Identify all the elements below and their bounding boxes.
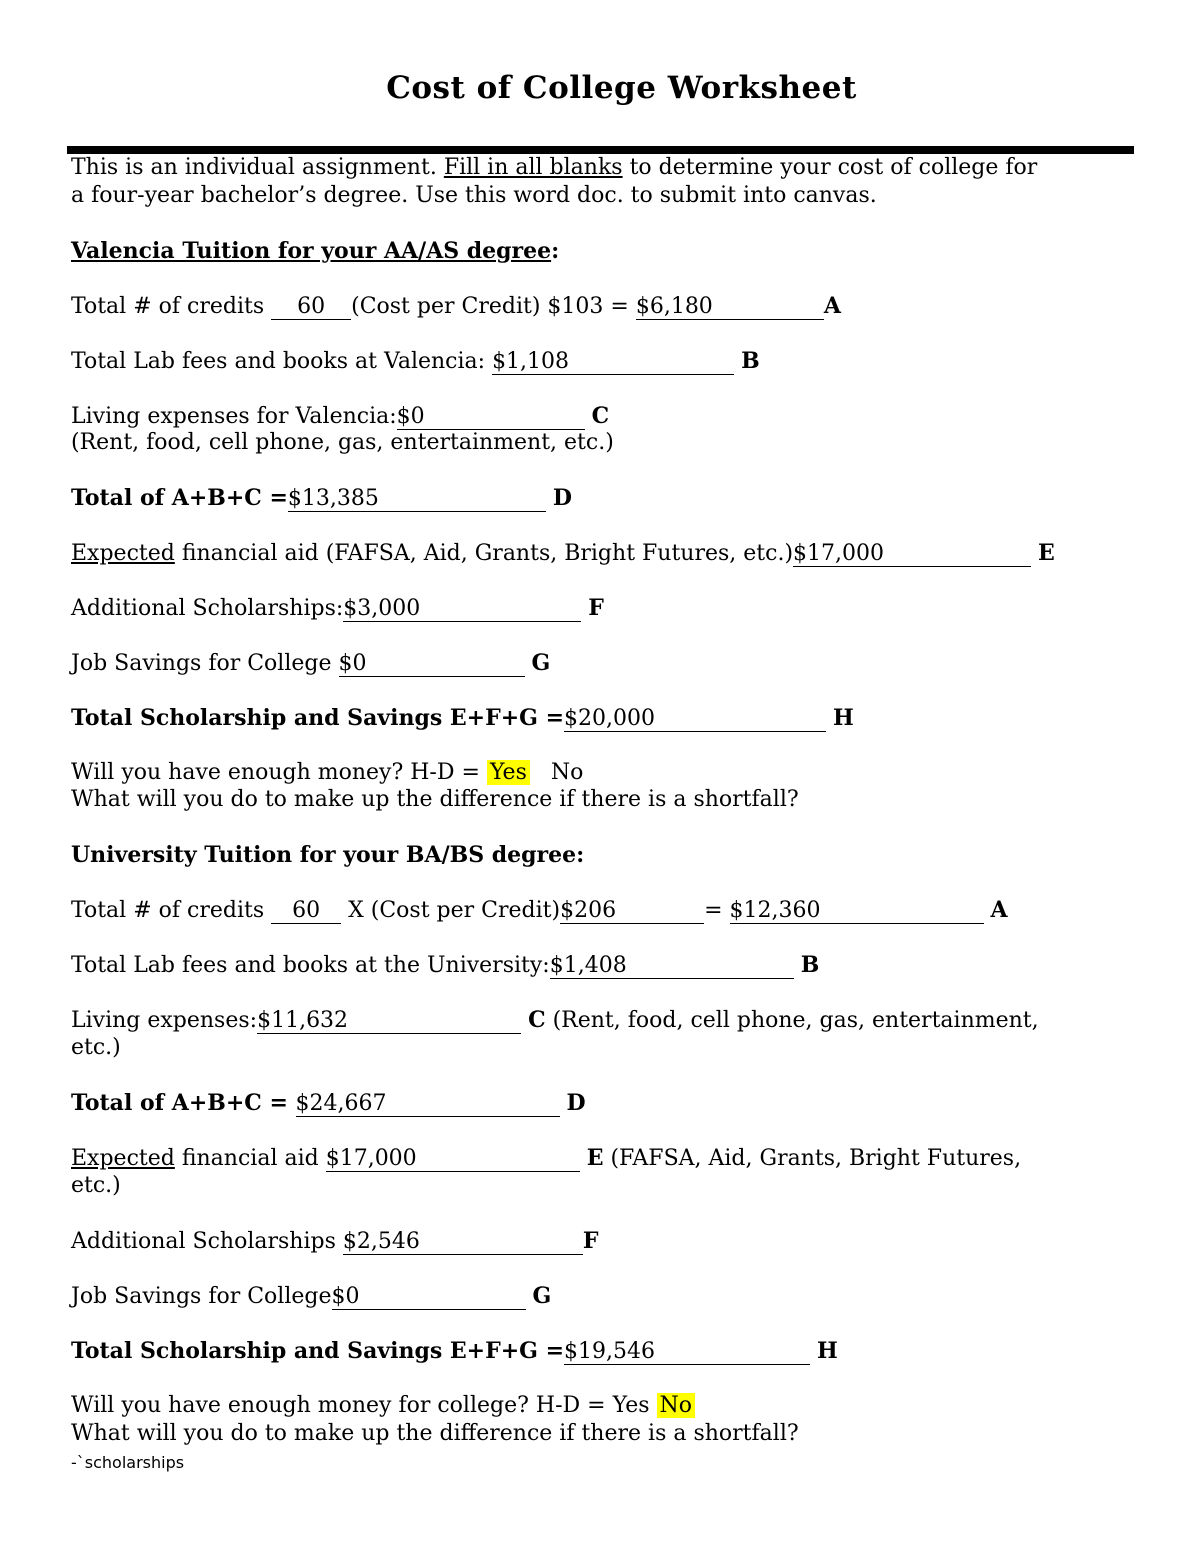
field-letter: D <box>552 485 572 511</box>
university-lab-field[interactable]: $1,408 <box>550 954 794 979</box>
heading-colon: : <box>551 238 560 264</box>
university-credits-field[interactable]: 60 <box>271 899 341 924</box>
university-savings-row <box>71 1337 838 1366</box>
university-living-field[interactable]: $11,632 <box>257 1009 521 1034</box>
field-letter: B <box>800 952 820 978</box>
valencia-yes-answer[interactable]: Yes <box>487 760 530 785</box>
field-letter: D <box>566 1090 586 1116</box>
expected-label: Expected <box>71 1146 175 1171</box>
field-letter: F <box>582 1228 599 1254</box>
university-total-row <box>71 1089 586 1118</box>
field-letter: A <box>823 293 841 319</box>
field-letter: E <box>586 1145 604 1171</box>
university-shortfall-question: What will you do to make up the difference if there is a shortfall? <box>71 1421 799 1446</box>
valencia-no-answer[interactable]: No <box>550 760 584 785</box>
field-label: Total of A+B+C = <box>71 1090 296 1116</box>
valencia-aid-field[interactable]: $17,000 <box>793 542 1031 567</box>
valencia-total-row <box>71 484 572 513</box>
field-label: Total Scholarship and Savings E+F+G = <box>71 705 565 731</box>
field-letter: G <box>532 1283 552 1309</box>
field-note: (Rent, food, cell phone, gas, entertainment, <box>545 1008 1039 1033</box>
section-heading: Valencia Tuition for your AA/AS degree <box>71 238 552 264</box>
university-lab-row <box>71 951 819 980</box>
valencia-lab-row <box>71 347 760 376</box>
intro-line-2: a four-year bachelor’s degree. Use this word doc. to submit into canvas. <box>71 183 877 208</box>
field-label: Total Lab fees and books at Valencia: <box>71 349 493 374</box>
valencia-savings-row <box>71 704 854 733</box>
field-label: Total Scholarship and Savings E+F+G = <box>71 1338 565 1364</box>
expected-label: Expected <box>71 541 175 566</box>
valencia-job-field[interactable]: $0 <box>339 652 525 677</box>
valencia-total-field[interactable]: $13,385 <box>288 487 546 512</box>
valencia-job-row <box>71 649 550 678</box>
valencia-living-note: (Rent, food, cell phone, gas, entertainment, etc.) <box>71 430 614 455</box>
field-letter: A <box>990 897 1008 923</box>
field-letter: F <box>588 595 604 621</box>
university-job-row <box>71 1282 551 1311</box>
university-enough-row <box>71 1392 695 1420</box>
field-label: financial aid <box>174 1146 326 1171</box>
university-living-note-cont: etc.) <box>71 1035 121 1060</box>
university-shortfall-answer[interactable]: -`scholarships <box>71 1453 185 1472</box>
university-living-row <box>71 1006 1039 1035</box>
university-savings-field[interactable]: $19,546 <box>564 1340 810 1365</box>
field-label: Total of A+B+C = <box>71 485 288 511</box>
field-note: (FAFSA, Aid, Grants, Bright Futures, <box>603 1146 1022 1171</box>
field-label: (Cost per Credit) $103 = <box>351 294 636 319</box>
field-letter: H <box>833 705 854 731</box>
university-scholarship-row <box>71 1227 599 1256</box>
field-letter: G <box>531 650 551 676</box>
valencia-credits-row <box>71 292 841 321</box>
valencia-living-field[interactable]: $0 <box>397 405 585 430</box>
valencia-savings-field[interactable]: $20,000 <box>564 707 826 732</box>
university-total-field[interactable]: $24,667 <box>296 1092 560 1117</box>
valencia-lab-field[interactable]: $1,108 <box>492 350 734 375</box>
valencia-living-row <box>71 402 609 431</box>
field-label: Job Savings for College <box>71 1284 332 1309</box>
university-aid-note-cont: etc.) <box>71 1173 121 1198</box>
field-letter: C <box>591 403 610 429</box>
valencia-enough-row <box>71 759 583 787</box>
question-label: Will you have enough money for college? H-D = Yes <box>71 1393 657 1418</box>
university-heading: University Tuition for your BA/BS degree: <box>71 842 585 868</box>
field-label: Living expenses for Valencia: <box>71 404 397 429</box>
field-label: Total # of credits <box>71 898 272 923</box>
title-divider <box>67 146 1134 154</box>
valencia-heading <box>71 237 559 265</box>
equals-sign: = <box>704 898 730 923</box>
intro-text: This is an individual assignment. <box>71 155 444 180</box>
university-cost-per-credit-field[interactable]: $206 <box>560 899 704 924</box>
field-label: Living expenses: <box>71 1008 258 1033</box>
valencia-scholarship-row <box>71 594 604 623</box>
university-tuition-field[interactable]: $12,360 <box>730 899 984 924</box>
field-label: X (Cost per Credit) <box>341 898 561 923</box>
university-credits-row <box>71 896 1008 925</box>
field-label: financial aid (FAFSA, Aid, Grants, Bright Futures, etc.) <box>174 541 794 566</box>
field-label: Total Lab fees and books at the University: <box>71 953 550 978</box>
field-letter: E <box>1038 540 1055 566</box>
valencia-aid-row <box>71 539 1055 568</box>
field-label: Additional Scholarships <box>71 1229 343 1254</box>
university-aid-field[interactable]: $17,000 <box>326 1147 580 1172</box>
university-no-answer[interactable]: No <box>657 1393 696 1418</box>
page-title: Cost of College Worksheet <box>386 70 857 106</box>
valencia-scholarship-field[interactable]: $3,000 <box>343 597 581 622</box>
university-scholarship-field[interactable]: $2,546 <box>343 1230 583 1255</box>
field-label: Additional Scholarships: <box>71 596 344 621</box>
valencia-tuition-field[interactable]: $6,180 <box>636 295 824 320</box>
intro-emphasis: Fill in all blanks <box>443 155 623 180</box>
field-letter: C <box>528 1007 546 1033</box>
valencia-shortfall-question: What will you do to make up the difference if there is a shortfall? <box>71 787 799 812</box>
field-label: Total # of credits <box>71 294 272 319</box>
valencia-credits-field[interactable]: 60 <box>271 295 351 320</box>
field-label: Job Savings for College <box>71 651 339 676</box>
university-job-field[interactable]: $0 <box>332 1285 526 1310</box>
intro-line-1 <box>71 154 1037 182</box>
field-letter: B <box>741 348 760 374</box>
intro-text: to determine your cost of college for <box>622 155 1038 180</box>
field-letter: H <box>817 1338 838 1364</box>
question-label: Will you have enough money? H-D = <box>71 760 487 785</box>
university-aid-row <box>71 1144 1021 1173</box>
